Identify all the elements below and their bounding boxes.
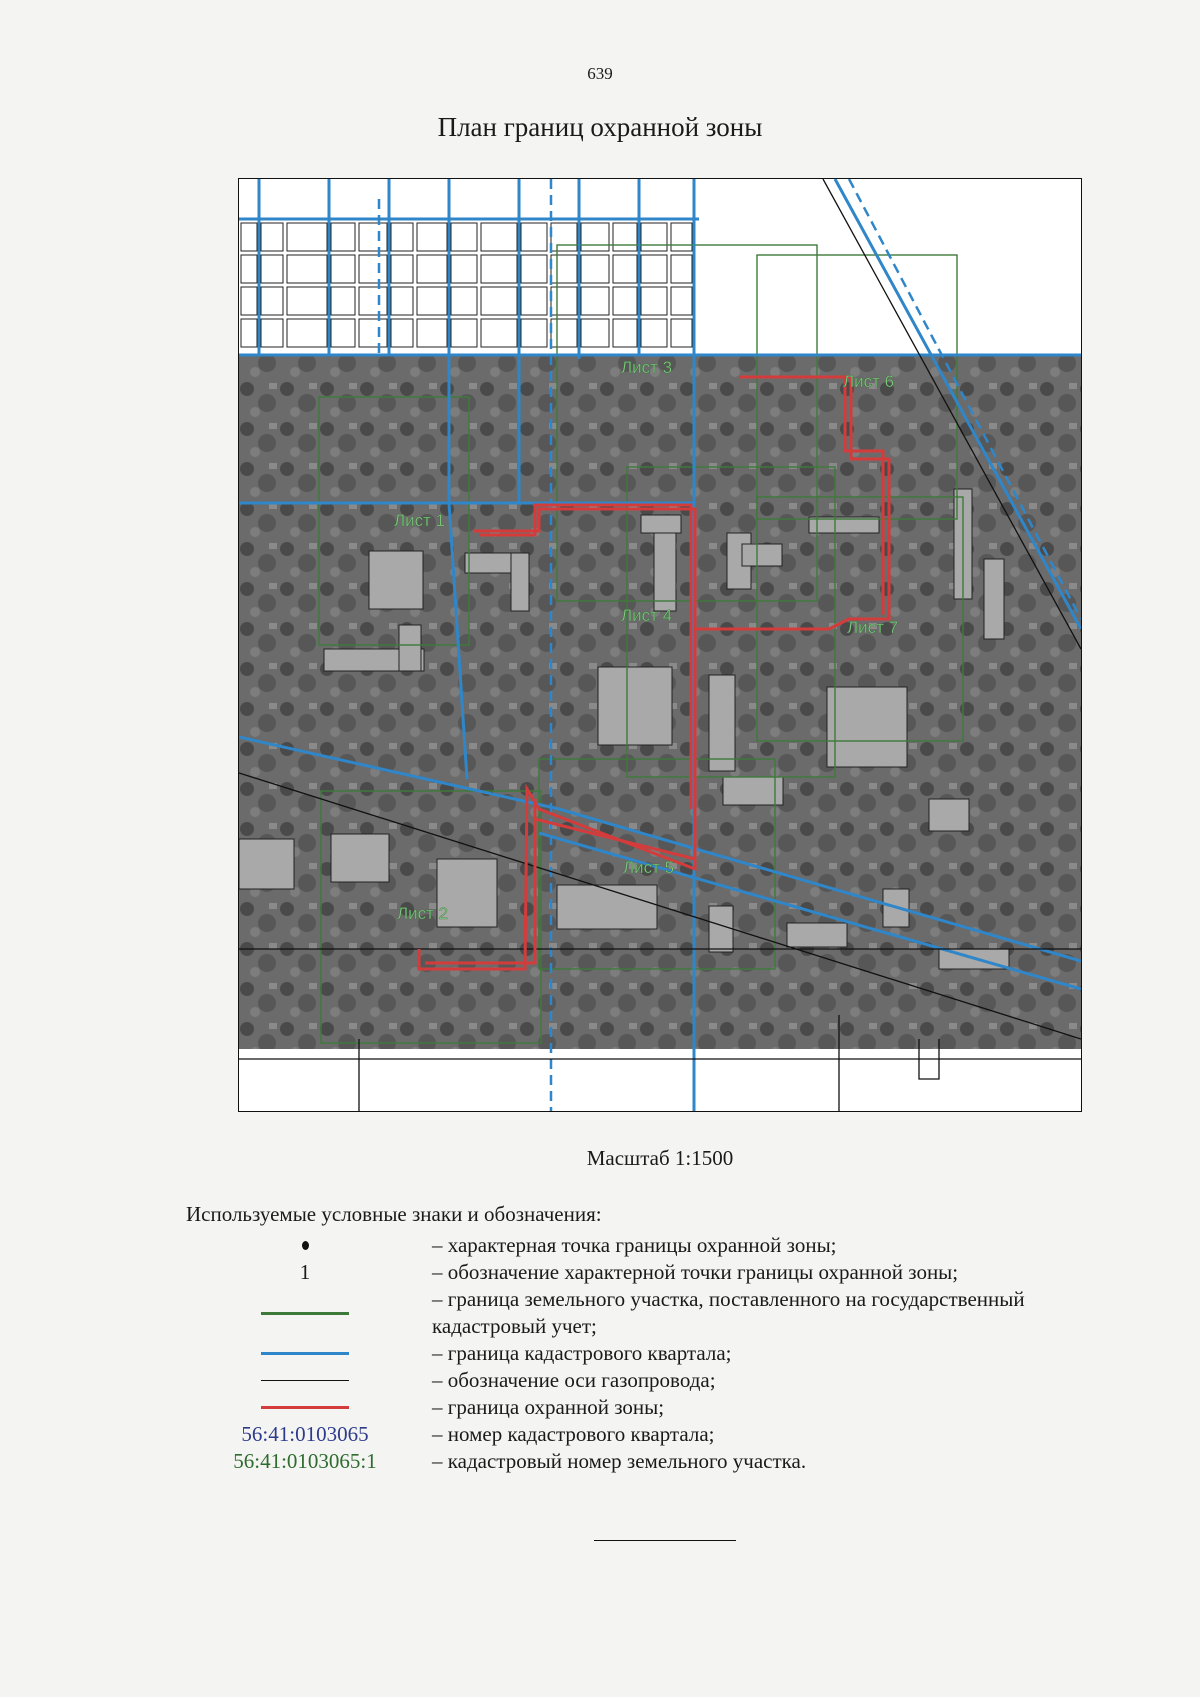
lot-outline	[671, 287, 692, 315]
lot-outline	[581, 319, 609, 347]
lot-outline	[241, 255, 257, 283]
legend-item-zone	[200, 1394, 1160, 1421]
lot-outline	[287, 255, 327, 283]
lot-outline	[417, 319, 447, 347]
lot-outline	[613, 287, 637, 315]
legend-item-point	[200, 1232, 1160, 1259]
cadastral-lines	[241, 223, 692, 347]
page-number: 639	[587, 64, 613, 83]
map-frame[interactable]	[238, 178, 1082, 1112]
lot-outline	[391, 319, 413, 347]
lot-outline	[261, 255, 283, 283]
lot-outline	[331, 223, 355, 251]
sheet-label-6: Лист 6	[843, 372, 895, 391]
lot-outline	[417, 287, 447, 315]
legend-text: – номер кадастрового квартала;	[432, 1422, 715, 1446]
sheet-label-7: Лист 7	[847, 618, 899, 637]
legend-symbol-block	[200, 1340, 410, 1367]
lot-outline	[481, 255, 517, 283]
map-canvas	[239, 179, 1081, 1111]
sheet-label-5: Лист 5	[623, 858, 675, 877]
lot-outline	[481, 319, 517, 347]
sheet-label-1: Лист 1	[394, 511, 446, 530]
lot-outline	[391, 287, 413, 315]
lot-outline	[391, 223, 413, 251]
lot-outline	[613, 223, 637, 251]
lot-outline	[671, 319, 692, 347]
lot-outline	[451, 287, 477, 315]
lot-outline	[551, 319, 577, 347]
legend-symbol-point	[200, 1232, 410, 1259]
lot-outline	[581, 223, 609, 251]
lot-outline	[671, 223, 692, 251]
lot-outline	[521, 255, 547, 283]
scale-label: Масштаб 1:1500	[586, 1146, 734, 1170]
legend-text: – характерная точка границы охранной зоны;	[432, 1233, 837, 1257]
red-line-icon	[261, 1406, 349, 1409]
lot-outline	[331, 255, 355, 283]
legend-item-block	[200, 1340, 1160, 1367]
lot-outline	[359, 255, 387, 283]
lot-outline	[241, 287, 257, 315]
bottom-rule	[594, 1540, 736, 1541]
lot-outline	[521, 287, 547, 315]
legend-item-block-number	[200, 1421, 1160, 1448]
black-line-icon	[261, 1380, 349, 1381]
lot-outline	[551, 255, 577, 283]
legend-text: – обозначение оси газопровода;	[432, 1368, 716, 1392]
legend-item-parcel-number	[200, 1448, 1160, 1475]
green-line-icon	[261, 1312, 349, 1315]
lot-outline	[331, 287, 355, 315]
lot-outline	[551, 223, 577, 251]
lot-outline	[391, 255, 413, 283]
lot-outline	[481, 223, 517, 251]
lot-outline	[287, 223, 327, 251]
sheet-label-2: Лист 2	[397, 904, 449, 923]
blue-line-icon	[261, 1352, 349, 1355]
lot-outline	[641, 287, 667, 315]
lot-outline	[481, 287, 517, 315]
lot-outline	[521, 319, 547, 347]
lot-outline	[451, 223, 477, 251]
lot-outline	[359, 319, 387, 347]
legend-symbol-parcel-number: 56:41:0103065:1	[233, 1449, 377, 1473]
dot-icon	[302, 1241, 309, 1250]
legend-symbol-block-number: 56:41:0103065	[241, 1422, 369, 1446]
legend-symbol-number: 1	[299, 1260, 311, 1284]
lot-outline	[359, 223, 387, 251]
lot-outline	[241, 223, 257, 251]
lot-outline	[287, 319, 327, 347]
lot-outline	[241, 319, 257, 347]
lot-outline	[359, 287, 387, 315]
legend-symbol-gas-axis	[200, 1367, 410, 1394]
legend-item-point-label	[200, 1259, 1160, 1286]
lot-outline	[671, 255, 692, 283]
lot-outline	[261, 287, 283, 315]
lot-outline	[287, 287, 327, 315]
lot-outline	[613, 319, 637, 347]
legend-text: – граница земельного участка, поставленного на государственный кадастровый учет;	[432, 1287, 1025, 1338]
lot-outline	[451, 319, 477, 347]
sheet-label-3: Лист 3	[621, 358, 673, 377]
lot-outline	[451, 255, 477, 283]
lot-outline	[331, 319, 355, 347]
legend-symbol-parcel	[200, 1300, 410, 1327]
lot-outline	[641, 223, 667, 251]
legend-symbol-zone	[200, 1394, 410, 1421]
lot-outline	[261, 223, 283, 251]
legend-item-parcel	[200, 1286, 1160, 1340]
legend-text: – граница кадастрового квартала;	[432, 1341, 732, 1365]
lot-outline	[521, 223, 547, 251]
lot-outline	[613, 255, 637, 283]
lot-outline	[417, 255, 447, 283]
legend-heading: Используемые условные знаки и обозначения:	[186, 1202, 602, 1226]
lot-outline	[581, 287, 609, 315]
lot-outline	[417, 223, 447, 251]
sheet-label-4: Лист 4	[621, 606, 673, 625]
lot-outline	[641, 255, 667, 283]
lot-outline	[581, 255, 609, 283]
lot-outline	[641, 319, 667, 347]
legend-item-gas-axis	[200, 1367, 1160, 1394]
lot-outline	[261, 319, 283, 347]
map-title: План границ охранной зоны	[437, 112, 763, 142]
lot-outline	[551, 287, 577, 315]
legend-text: – граница охранной зоны;	[432, 1395, 665, 1419]
legend-text: – обозначение характерной точки границы охранной зоны;	[432, 1260, 959, 1284]
legend-text: – кадастровый номер земельного участка.	[432, 1449, 807, 1473]
